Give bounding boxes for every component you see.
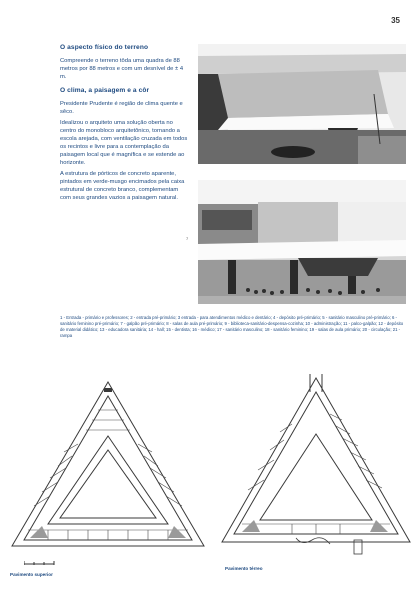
scale-bar [24, 560, 64, 566]
plan-label-upper: Pavimento superior [10, 572, 53, 577]
section-climate [60, 87, 188, 202]
section-title: O clima, a paisagem e a côr [60, 87, 150, 94]
text-column [60, 44, 188, 208]
section-paragraph: A estrutura de pórticos de concreto aparente, pintados em verde-musgo encimados pela caixa estrutural de concreto branco, complementam com seus grandes vazios a paisagem natural. [60, 171, 185, 201]
section-paragraph: Idealizou o arquiteto uma solução oberta no centro do monobloco arquitetônico, tornando a escola arejada, com ventilação cruzada em todos os recintos e livre para a contemplação da paisagem local que é magnífica e se estende ao horizonte. [60, 120, 188, 166]
margin-mark: 7 [186, 236, 189, 241]
page-number: 35 [391, 16, 400, 25]
section-paragraph: Compreende o terreno tôda uma quadra de 88 metros por 88 metros e com um desnível de ± 4 m. [60, 58, 184, 80]
section-title: O aspecto físico do terreno [60, 44, 149, 51]
plan-legend: 1 - Entrada - primário e professores; 2 - entrada pré-primário; 3 entrada - para atendimentos médico e dentário; 4 - depósito pré-primário; 5 - sanitário masculino pré-primário; 6 - sanitário feminino pré-primário; 7 - galpão pré-primário; 8 - salas de aula pré-primário; 9 - biblioteca-sanitário-despensa-cozinha; 10 - administração; 11 - palco-galpão; 12 - depósito de material didático; 13 - educadora sanitária; 14 - hall; 15 - dentista; 16 - médico; 17 - sanitário masculino; 18 - sanitário feminino; 19 - salas de aula primário; 20 - circulação; 21 - rampa [60, 315, 404, 338]
floor-plan-ground [212, 374, 412, 565]
section-terrain [60, 44, 188, 81]
plan-label-ground: Pavimento térreo [225, 566, 263, 571]
photo-pilotis-courtyard [198, 180, 406, 304]
photo-building-exterior [198, 44, 406, 164]
section-paragraph: Presidente Prudente é região de clima quente e sêco. [60, 101, 183, 115]
floor-plan-upper [8, 374, 208, 565]
